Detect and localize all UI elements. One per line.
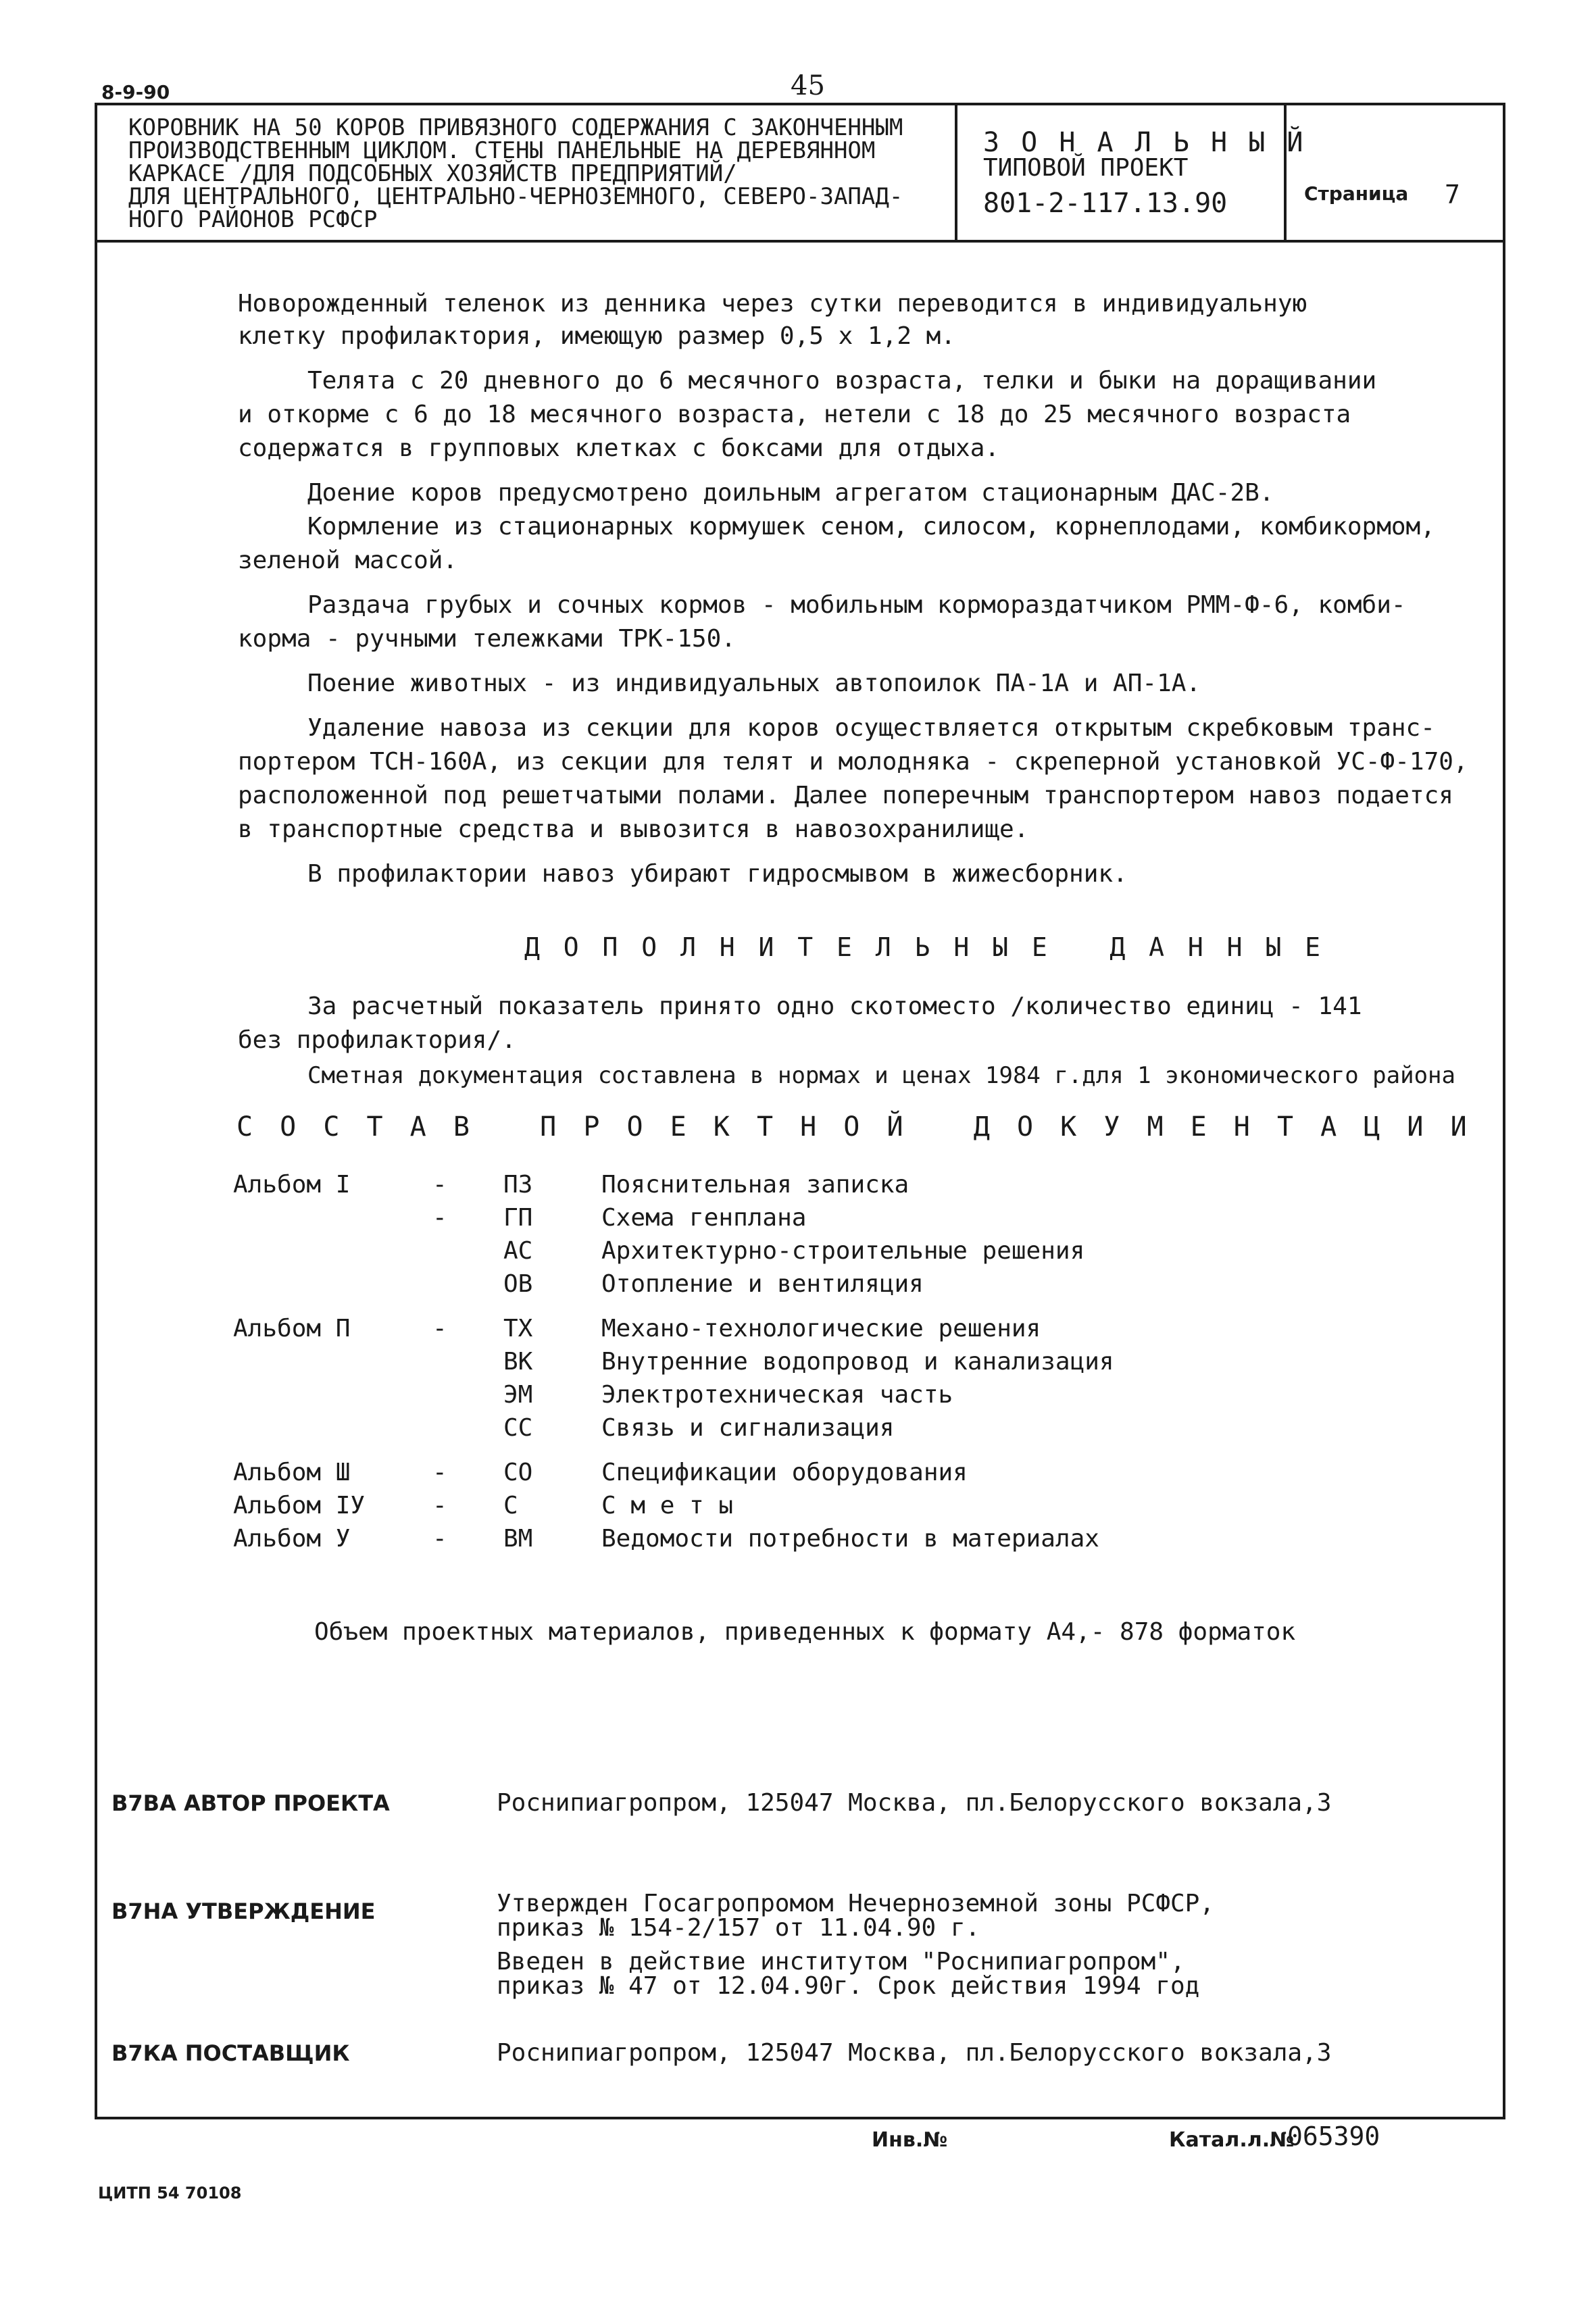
- catalog-value: 065390: [1287, 2121, 1380, 2151]
- paragraph-4-line-2: корма - ручными тележками ТРК-150.: [238, 625, 736, 653]
- supplier-label: В7КА ПОСТАВЩИК: [111, 2040, 350, 2066]
- author-value: Роснипиагропром, 125047 Москва, пл.Белорусского вокзала,3: [497, 1789, 1332, 1817]
- composition-row: [233, 1202, 1247, 1235]
- section-name: Электротехническая часть: [601, 1381, 953, 1409]
- composition-row: [233, 1268, 1247, 1313]
- section-name: Отопление и вентиляция: [601, 1270, 924, 1298]
- composition-row: [233, 1346, 1247, 1379]
- composition-row: [233, 1412, 1247, 1457]
- row-dash: -: [432, 1315, 447, 1342]
- section-code: ПЗ: [503, 1171, 533, 1199]
- section-name: Внутренние водопровод и канализация: [601, 1348, 1114, 1376]
- title-line-1: КОРОВНИК НА 50 КОРОВ ПРИВЯЗНОГО СОДЕРЖАНИЯ С ЗАКОНЧЕННЫМ: [128, 114, 903, 141]
- row-dash: -: [432, 1525, 447, 1553]
- title-line-3: КАРКАСЕ /ДЛЯ ПОДСОБНЫХ ХОЗЯЙСТВ ПРЕДПРИЯТИЙ/: [128, 160, 737, 187]
- page-label: Страница: [1304, 182, 1409, 205]
- section-name: Пояснительная записка: [601, 1171, 909, 1199]
- doc-code: 8-9-90: [101, 81, 170, 103]
- section-name: Ведомости потребности в материалах: [601, 1525, 1099, 1553]
- composition-row: [233, 1169, 1247, 1202]
- composition-row: [233, 1523, 1247, 1556]
- paragraph-3-line-1: Доение коров предусмотрено доильным агрегатом стационарным ДАС-2В.: [307, 479, 1274, 507]
- paragraph-1-line-2: клетку профилактория, имеющую размер 0,5 х 1,2 м.: [238, 322, 956, 350]
- composition-row: [233, 1490, 1247, 1523]
- paragraph-1-line-1: Новорожденный теленок из денника через сутки переводится в индивидуальную: [238, 290, 1307, 318]
- paragraph-7-line-1: В профилактории навоз убирают гидросмывом в жижесборник.: [307, 860, 1128, 888]
- section-code: ОВ: [503, 1270, 533, 1298]
- extra-data-heading: Д О П О Л Н И Т Е Л Ь Н Ы Е Д А Н Н Ы Е: [524, 932, 1324, 962]
- paragraph-2-line-1: Телята с 20 дневного до 6 месячного возраста, телки и быки на доращивании: [307, 367, 1377, 395]
- volume-line: Объем проектных материалов, приведенных к формату А4,- 878 форматок: [314, 1618, 1296, 1646]
- section-code: ТХ: [503, 1315, 533, 1342]
- approval-line-2: приказ № 154-2/157 от 11.04.90 г.: [497, 1914, 980, 1942]
- section-code: СС: [503, 1414, 533, 1442]
- title-line-2: ПРОИЗВОДСТВЕННЫМ ЦИКЛОМ. СТЕНЫ ПАНЕЛЬНЫЕ НА ДЕРЕВЯННОМ: [128, 137, 876, 164]
- extra-line-2: без профилактория/.: [238, 1026, 516, 1054]
- paragraph-3-line-3: зеленой массой.: [238, 547, 458, 574]
- paragraph-6-line-1: Удаление навоза из секции для коров осуществляется открытым скребковым транс-: [307, 714, 1435, 742]
- row-dash: -: [432, 1171, 447, 1199]
- section-name: Архитектурно-строительные решения: [601, 1237, 1085, 1265]
- section-code: ВМ: [503, 1525, 533, 1553]
- project-number: 801-2-117.13.90: [983, 188, 1228, 219]
- extra-line-1: За расчетный показатель принято одно скотоместо /количество единиц - 141: [307, 992, 1362, 1020]
- paragraph-6-line-2: портером ТСН-160А, из секции для телят и молодняка - скреперной установкой УС-Ф-170,: [238, 748, 1468, 776]
- page-number: 45: [791, 70, 825, 101]
- section-code: ВК: [503, 1348, 533, 1376]
- supplier-value: Роснипиагропром, 125047 Москва, пл.Белорусского вокзала,3: [497, 2039, 1332, 2067]
- paragraph-4-line-1: Раздача грубых и сочных кормов - мобильным кормораздатчиком РММ-Ф-6, комби-: [307, 591, 1406, 619]
- author-label: В7ВА АВТОР ПРОЕКТА: [111, 1790, 390, 1816]
- approval-block: [497, 1892, 1214, 1998]
- page-value: 7: [1445, 180, 1460, 209]
- album-name: Альбом Ш: [233, 1459, 351, 1486]
- album-name: Альбом У: [233, 1525, 351, 1553]
- paragraph-2-line-2: и откорме с 6 до 18 месячного возраста, нетели с 18 до 25 месячного возраста: [238, 401, 1351, 428]
- section-name: Механо-технологические решения: [601, 1315, 1041, 1342]
- title-line-5: НОГО РАЙОНОВ РСФСР: [128, 206, 378, 233]
- section-name: Схема генплана: [601, 1204, 807, 1232]
- paragraph-6-line-3: расположенной под решетчатыми полами. Далее поперечным транспортером навоз подается: [238, 782, 1453, 809]
- section-name: С м е т ы: [601, 1492, 734, 1519]
- paragraph-3-line-2: Кормление из стационарных кормушек сеном, силосом, корнеплодами, комбикормом,: [307, 513, 1435, 540]
- approval-line-3: Введен в действие институтом "Роснипиагропром",: [497, 1948, 1185, 1976]
- section-code: С: [503, 1492, 518, 1519]
- section-name: Связь и сигнализация: [601, 1414, 895, 1442]
- section-code: ГП: [503, 1204, 533, 1232]
- inventory-label: Инв.№: [872, 2128, 948, 2152]
- printer-code: ЦИТП 54 70108: [98, 2184, 242, 2203]
- composition-row: [233, 1457, 1247, 1490]
- extra-line-3: Сметная документация составлена в нормах и ценах 1984 г.для 1 экономического района: [307, 1062, 1455, 1089]
- row-dash: -: [432, 1204, 447, 1232]
- project-type-1: З О Н А Л Ь Н Ы Й: [983, 127, 1306, 158]
- paragraph-1: [238, 288, 1307, 320]
- album-name: Альбом I: [233, 1171, 351, 1199]
- composition-row: [233, 1379, 1247, 1412]
- header-col-divider-2: [1284, 103, 1287, 242]
- album-name: Альбом П: [233, 1315, 351, 1342]
- approval-line-1: Утвержден Госагропромом Нечерноземной зоны РСФСР,: [497, 1890, 1215, 1917]
- paragraph-5-line-1: Поение животных - из индивидуальных автопоилок ПА-1А и АП-1А.: [307, 670, 1201, 697]
- section-code: АС: [503, 1237, 533, 1265]
- row-dash: -: [432, 1459, 447, 1486]
- paragraph-6-line-4: в транспортные средства и вывозится в навозохранилище.: [238, 815, 1029, 843]
- paragraph-1-cont: [238, 320, 955, 353]
- title-line-4: ДЛЯ ЦЕНТРАЛЬНОГО, ЦЕНТРАЛЬНО-ЧЕРНОЗЕМНОГО, СЕВЕРО-ЗАПАД-: [128, 183, 903, 210]
- composition-row: [233, 1235, 1247, 1268]
- project-type-2: ТИПОВОЙ ПРОЕКТ: [983, 154, 1189, 182]
- paragraph-2-line-3: содержатся в групповых клетках с боксами для отдыха.: [238, 434, 1000, 462]
- composition-table: [233, 1169, 1247, 1556]
- catalog-label: Катал.л.№: [1169, 2128, 1295, 2152]
- composition-heading: С О С Т А В П Р О Е К Т Н О Й Д О К У М Е Н Т А Ц И И: [236, 1111, 1472, 1142]
- section-name: Спецификации оборудования: [601, 1459, 968, 1486]
- album-name: Альбом ІУ: [233, 1492, 366, 1519]
- composition-row: [233, 1313, 1247, 1346]
- approval-line-4: приказ № 47 от 12.04.90г. Срок действия 1994 год: [497, 1972, 1200, 2000]
- section-code: СО: [503, 1459, 533, 1486]
- approval-label: В7НА УТВЕРЖДЕНИЕ: [111, 1898, 376, 1924]
- header-col-divider-1: [955, 103, 957, 242]
- header-divider: [95, 240, 1505, 243]
- header-title: [128, 116, 946, 231]
- section-code: ЭМ: [503, 1381, 533, 1409]
- row-dash: -: [432, 1492, 447, 1519]
